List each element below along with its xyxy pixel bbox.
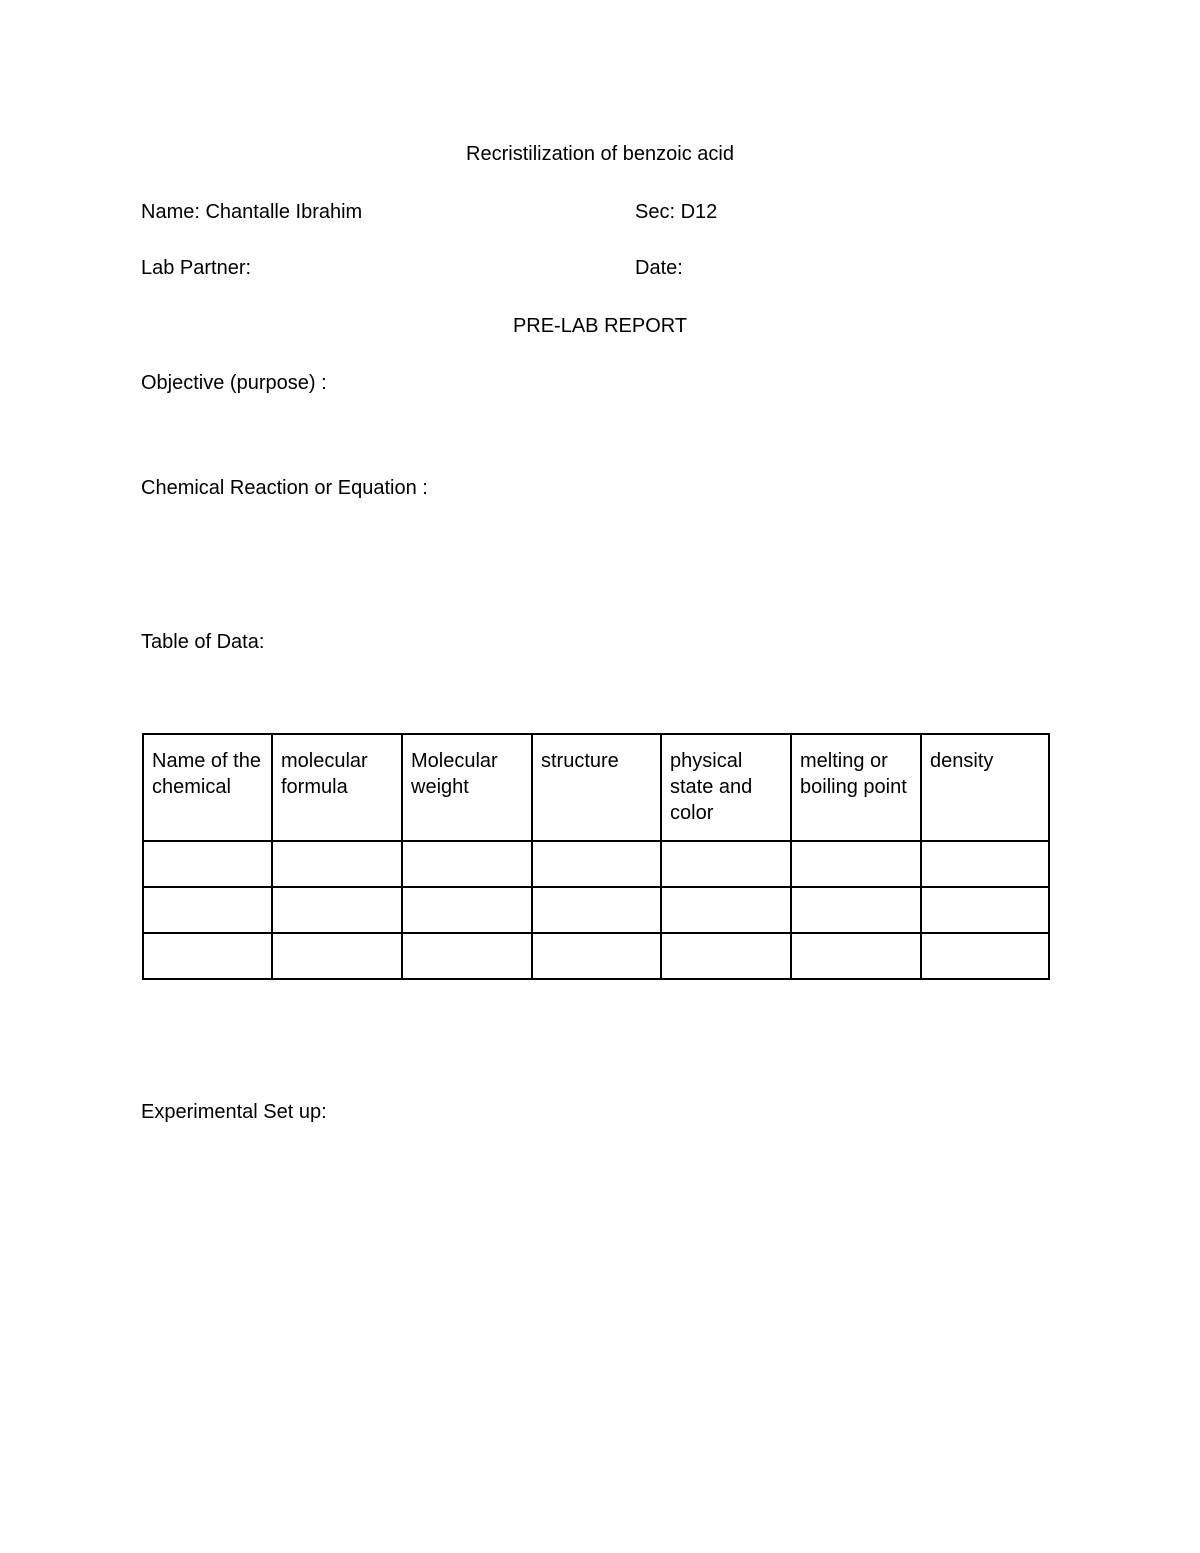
table-cell [402,841,532,887]
table-cell [921,887,1049,933]
table-cell [791,887,921,933]
header-melting-boiling-point: melting or boiling point [791,734,921,841]
table-cell [661,933,791,979]
header-name-of-chemical: Name of the chemical [143,734,272,841]
table-cell [661,887,791,933]
table-cell [272,933,402,979]
document-title: Recristilization of benzoic acid [466,143,734,165]
prelab-heading: PRE-LAB REPORT [512,315,688,337]
header-structure: structure [532,734,661,841]
table-header-row [143,734,1049,841]
table-row [143,841,1049,887]
table-cell [532,841,661,887]
table-row [143,887,1049,933]
table-cell [532,933,661,979]
table-cell [272,841,402,887]
date-label: Date: [635,257,683,279]
header-physical-state: physical state and color [661,734,791,841]
header-molecular-weight: Molecular weight [402,734,532,841]
table-cell [272,887,402,933]
table-of-data-label: Table of Data: [141,631,265,653]
objective-label: Objective (purpose) : [141,372,327,394]
table-cell [402,933,532,979]
student-name: Name: Chantalle Ibrahim [141,201,363,223]
experimental-setup-label: Experimental Set up: [141,1101,327,1123]
table-cell [921,933,1049,979]
header-density: density [921,734,1049,841]
section-number: Sec: D12 [635,201,718,223]
table-cell [402,887,532,933]
table-cell [661,841,791,887]
table-cell [532,887,661,933]
table-cell [143,841,272,887]
lab-partner-label: Lab Partner: [141,257,252,279]
table-cell [791,933,921,979]
table-cell [921,841,1049,887]
table-cell [143,887,272,933]
table-cell [791,841,921,887]
header-molecular-formula: molecular formula [272,734,402,841]
data-table [142,733,1050,980]
chemical-reaction-label: Chemical Reaction or Equation : [141,477,428,499]
table-row [143,933,1049,979]
table-cell [143,933,272,979]
